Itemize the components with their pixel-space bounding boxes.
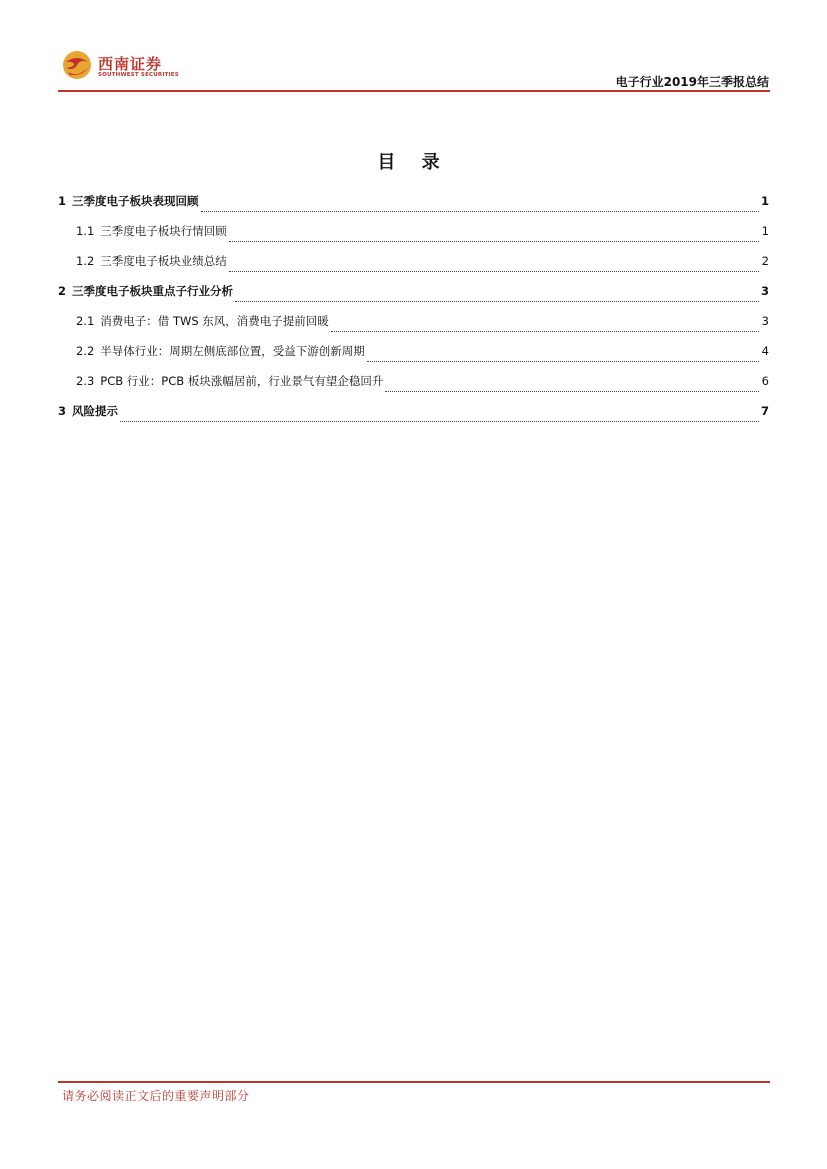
toc-entry-1-2[interactable]	[58, 253, 769, 283]
company-logo	[62, 50, 179, 84]
toc-entry-2-3[interactable]	[58, 373, 769, 403]
toc-leader-dots	[229, 270, 759, 272]
logo-chinese-name: 西南证券	[98, 55, 163, 73]
toc-leader-dots	[385, 390, 759, 392]
toc-entry-title: 消费电子：借 TWS 东风，消费电子提前回暖	[100, 314, 329, 328]
logo-english-name: SOUTHWEST SECURITIES	[98, 72, 179, 78]
toc-entry-number: 3	[58, 404, 67, 418]
toc-entry-title: 三季度电子板块业绩总结	[100, 254, 227, 268]
toc-entry-title: 三季度电子板块重点子行业分析	[72, 284, 234, 298]
toc-entry-number: 2.2	[76, 344, 95, 358]
disclaimer-note: 请务必阅读正文后的重要声明部分	[62, 1089, 250, 1103]
toc-entry-page: 6	[761, 374, 769, 388]
toc-leader-dots	[331, 330, 759, 332]
toc-entry-page: 3	[760, 284, 769, 298]
toc-entry-page: 7	[760, 404, 769, 418]
table-of-contents	[58, 193, 769, 433]
header-divider	[58, 90, 770, 92]
toc-entry-number: 2	[58, 284, 67, 298]
toc-entry-page: 4	[761, 344, 769, 358]
toc-entry-page: 2	[761, 254, 769, 268]
toc-entry-title: 风险提示	[72, 404, 119, 418]
toc-leader-dots	[120, 420, 759, 422]
toc-entry-2-2[interactable]	[58, 343, 769, 373]
logo-emblem-icon	[62, 50, 92, 80]
toc-heading: 目 录	[377, 152, 450, 173]
toc-entry-page: 3	[761, 314, 769, 328]
report-title: 电子行业2019年三季报总结	[615, 75, 769, 89]
toc-entry-2-1[interactable]	[58, 313, 769, 343]
toc-entry-number: 2.1	[76, 314, 95, 328]
toc-leader-dots	[201, 210, 759, 212]
footer-divider	[58, 1081, 770, 1083]
toc-leader-dots	[229, 240, 759, 242]
toc-entry-1-1[interactable]	[58, 223, 769, 253]
toc-entry-title: PCB 行业：PCB 板块涨幅居前，行业景气有望企稳回升	[100, 374, 384, 388]
toc-entry-1[interactable]	[58, 193, 769, 223]
toc-entry-number: 2.3	[76, 374, 95, 388]
toc-entry-number: 1.2	[76, 254, 95, 268]
toc-entry-title: 三季度电子板块行情回顾	[100, 224, 227, 238]
toc-entry-page: 1	[760, 194, 769, 208]
toc-entry-number: 1	[58, 194, 67, 208]
toc-leader-dots	[235, 300, 759, 302]
toc-entry-title: 三季度电子板块表现回顾	[72, 194, 199, 208]
toc-leader-dots	[367, 360, 759, 362]
toc-entry-2[interactable]	[58, 283, 769, 313]
toc-entry-page: 1	[761, 224, 769, 238]
toc-entry-3[interactable]	[58, 403, 769, 433]
toc-entry-title: 半导体行业：周期左侧底部位置，受益下游创新周期	[100, 344, 365, 358]
toc-entry-number: 1.1	[76, 224, 95, 238]
